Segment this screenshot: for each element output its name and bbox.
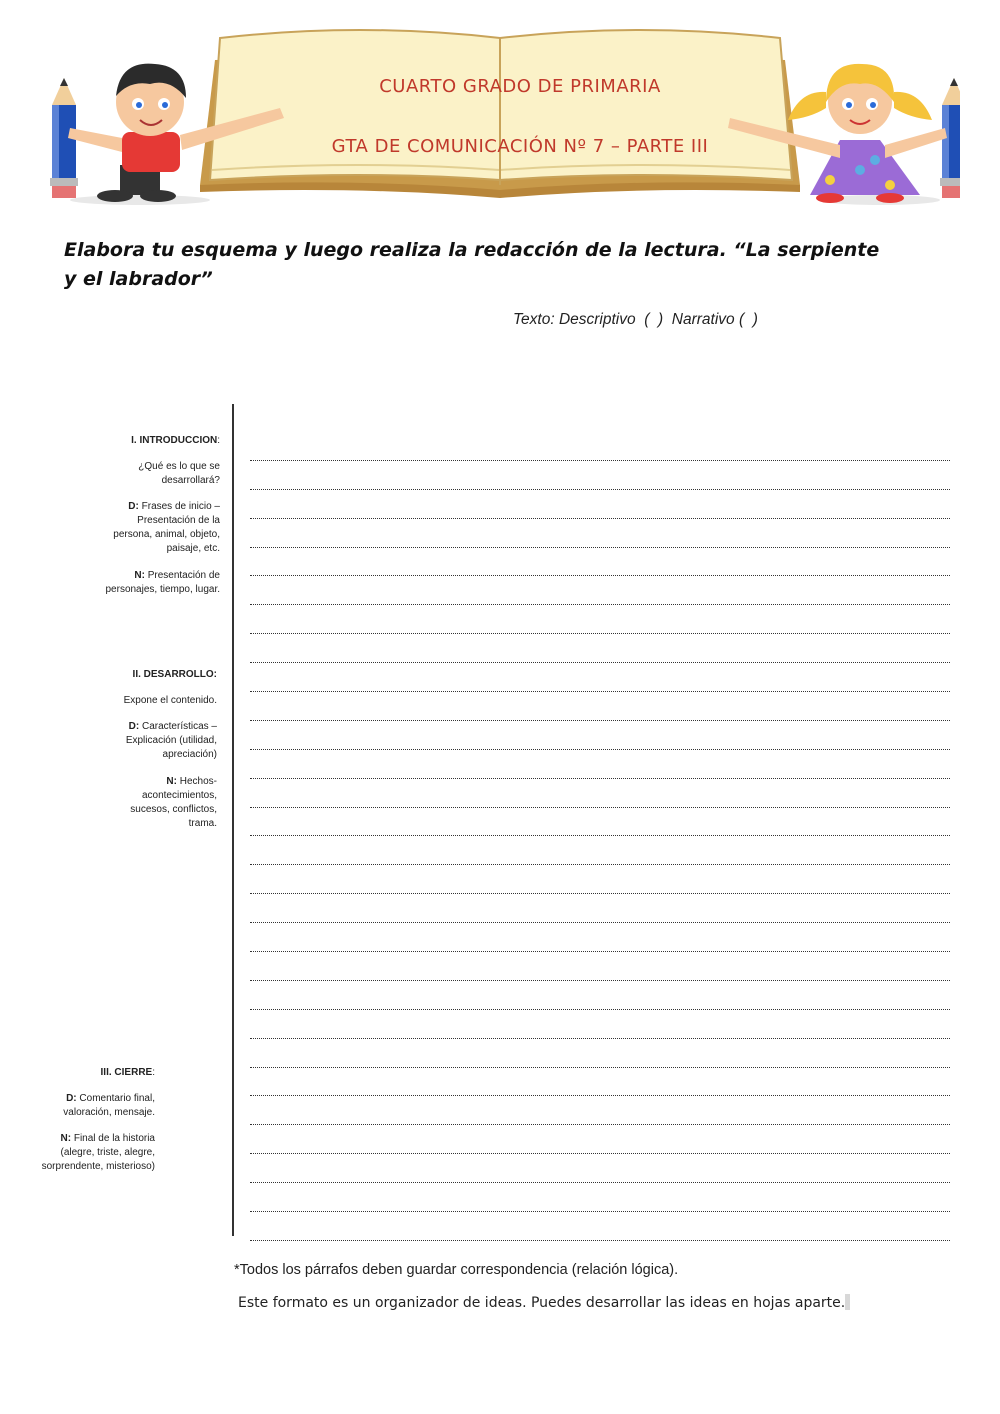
writing-line[interactable] [250,1039,950,1068]
text-type-selector: Texto: Descriptivo ( ) Narrativo ( ) [513,311,758,328]
writing-line[interactable] [250,576,950,605]
intro-descriptive-note: D: Frases de inicio – Presentación de la persona, animal, objeto, paisaje, etc. [113,501,220,554]
writing-line[interactable] [250,1010,950,1039]
instruction-text: Elabora tu esquema y luego realiza la redacción de la lectura. “La serpiente y el labrador” [64,239,880,290]
writing-line[interactable] [250,692,950,721]
column-divider [232,404,234,1236]
intro-narrative-note: N: Presentación de personajes, tiempo, lugar. [105,570,220,595]
writing-line[interactable] [250,923,950,952]
writing-line[interactable] [250,952,950,981]
writing-line[interactable] [250,750,950,779]
writing-line[interactable] [250,548,950,577]
guide-title: GTA DE COMUNICACIÓN Nº 7 – PARTE III [331,136,709,157]
writing-line[interactable] [250,663,950,692]
intro-question: ¿Qué es lo que se desarrollará? [138,461,220,486]
writing-line[interactable] [250,1212,950,1241]
writing-line[interactable] [250,1096,950,1125]
writing-line[interactable] [250,981,950,1010]
writing-line[interactable] [250,808,950,837]
footer-note: *Todos los párrafos deben guardar correspondencia (relación lógica). [234,1262,679,1278]
desarrollo-descriptive-note: D: Características – Explicación (utilidad, apreciación) [125,721,217,760]
writing-line[interactable] [250,1183,950,1212]
footer-organizer-note: Este formato es un organizador de ideas. Puedes desarrollar las ideas en hojas aparte. [238,1294,850,1311]
writing-line[interactable] [250,519,950,548]
section-cierre-title: III. CIERRE: [100,1067,155,1078]
text-cursor [845,1294,850,1310]
writing-line[interactable] [250,461,950,490]
writing-line[interactable] [250,894,950,923]
desarrollo-question: Expone el contenido. [123,695,217,706]
desarrollo-narrative-note: N: Hechos-acontecimientos, sucesos, conflictos, trama. [130,776,217,829]
writing-line[interactable] [250,836,950,865]
cierre-narrative-note: N: Final de la historia (alegre, triste, alegre, sorprendente, misterioso) [41,1133,155,1172]
writing-line[interactable] [250,779,950,808]
writing-line[interactable] [250,865,950,894]
grade-title: CUARTO GRADO DE PRIMARIA [379,76,661,97]
cierre-descriptive-note: D: Comentario final, valoración, mensaje. [63,1093,155,1118]
writing-area[interactable] [250,432,950,1241]
writing-line[interactable] [250,634,950,663]
writing-line[interactable] [250,1125,950,1154]
section-desarrollo-title: II. DESARROLLO: [132,669,217,680]
book-illustration [40,20,960,205]
header-banner [40,20,960,205]
writing-line[interactable] [250,432,950,461]
writing-line[interactable] [250,1154,950,1183]
writing-line[interactable] [250,721,950,750]
section-intro-title: I. INTRODUCCION: [131,435,220,446]
writing-line[interactable] [250,1068,950,1097]
writing-line[interactable] [250,490,950,519]
writing-line[interactable] [250,605,950,634]
